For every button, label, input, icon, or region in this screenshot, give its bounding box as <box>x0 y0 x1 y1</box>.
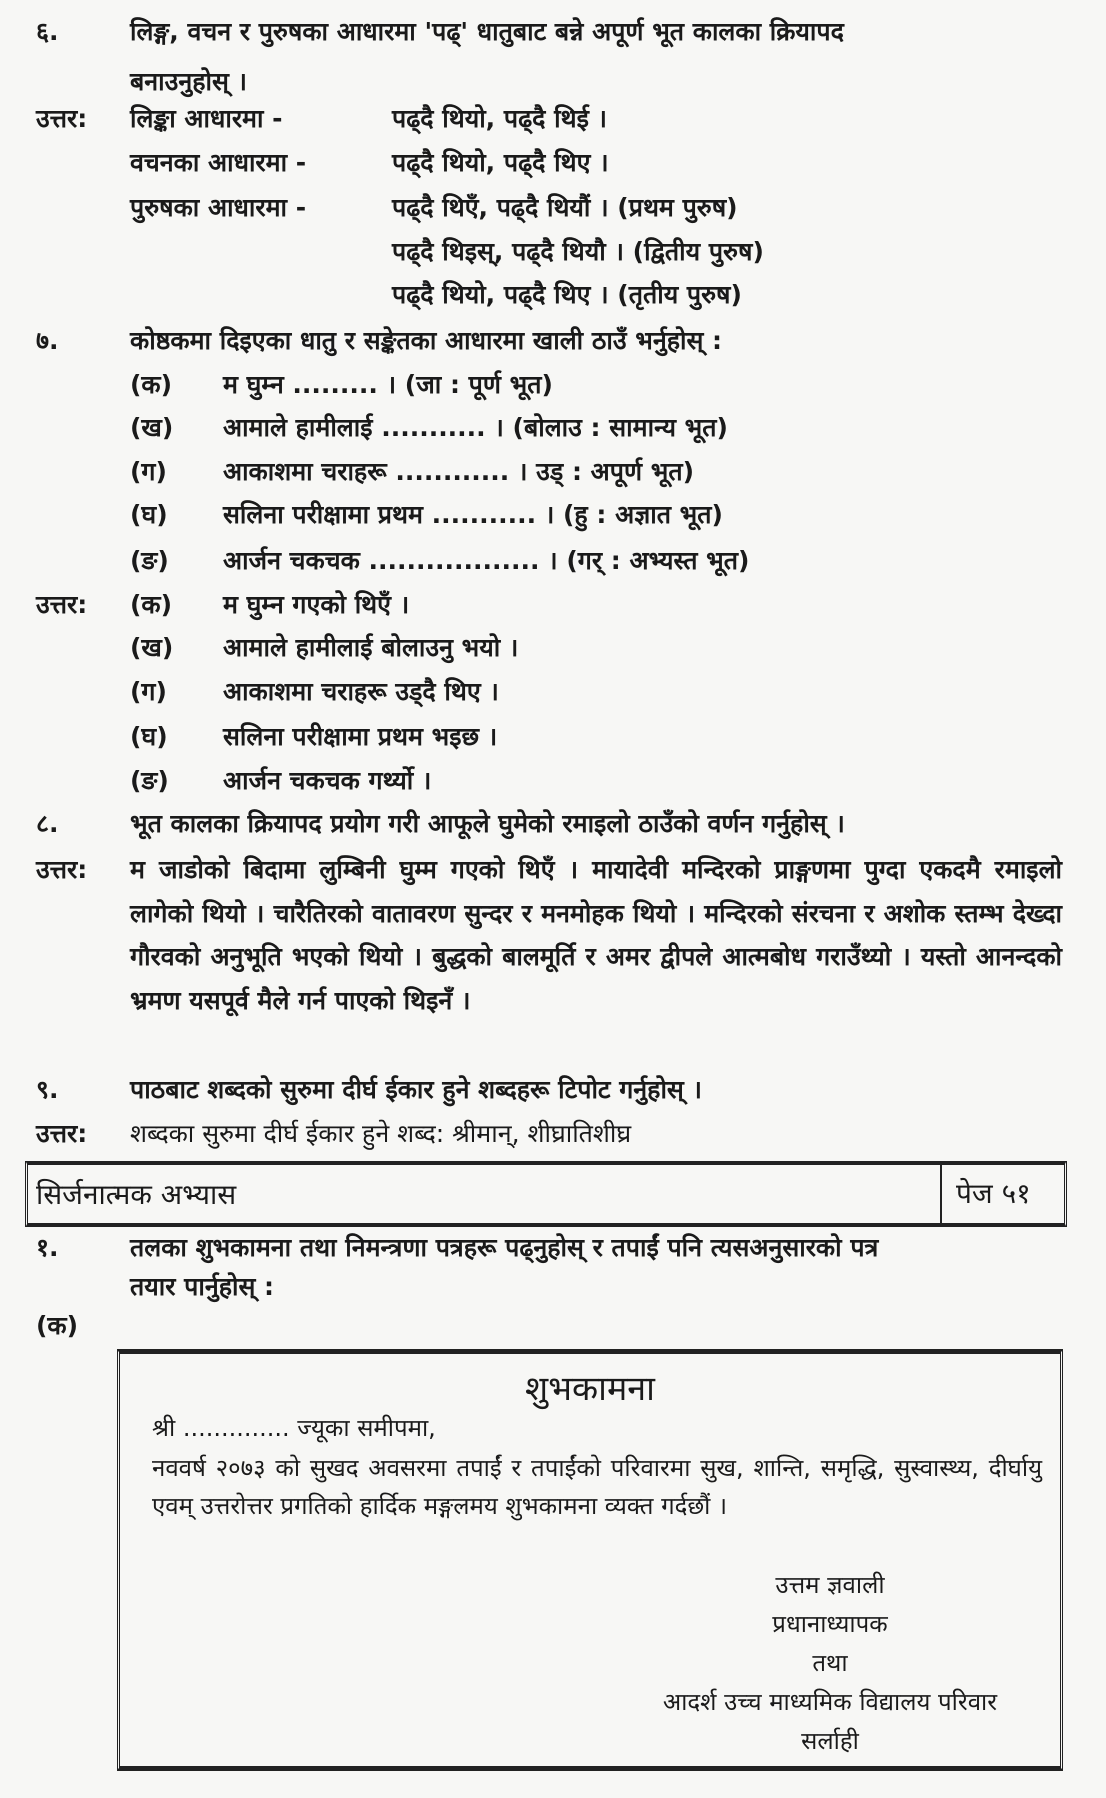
greeting-letter-box <box>117 1349 1063 1771</box>
q7-answer-mark: (घ) <box>130 722 168 751</box>
q8-question: भूत कालका क्रियापद प्रयोग गरी आफूले घुमेको रमाइलो ठाउँको वर्णन गर्नुहोस् । <box>130 809 845 838</box>
q7-item-mark: (ख) <box>130 413 174 442</box>
c1-question-cont: तयार पार्नुहोस् : <box>130 1272 275 1301</box>
q7-answer: आर्जन चकचक गर्थ्यो । <box>223 766 432 795</box>
q7-answer-mark: (ख) <box>130 633 174 662</box>
q6-answer-category: पुरुषका आधारमा - <box>130 193 307 222</box>
q8-number: ८. <box>36 809 59 838</box>
q7-question: कोष्ठकमा दिइएका धातु र सङ्केतका आधारमा खाली ठाउँ भर्नुहोस् : <box>130 326 723 355</box>
page-reference: पेज ५१ <box>940 1165 1064 1223</box>
q6-number: ६. <box>36 17 59 46</box>
q7-item-mark: (घ) <box>130 500 168 529</box>
signature-school: आदर्श उच्च माध्यमिक विद्यालय परिवार <box>662 1688 998 1716</box>
q9-answer-label: उत्तर: <box>36 1119 88 1148</box>
q7-item: म घुम्न ......... । (जा : पूर्ण भूत) <box>223 370 553 399</box>
q6-answer: पढ्दै थियो, पढ्दै थिए । (तृतीय पुरुष) <box>392 280 742 309</box>
q7-item-mark: (ङ) <box>130 546 169 575</box>
q6-answer: पढ्दै थियो, पढ्दै थिई । <box>392 104 608 133</box>
q6-answer: पढ्दै थियो, पढ्दै थिए । <box>392 148 609 177</box>
q6-answer-category: लिङ्का आधारमा - <box>130 104 283 133</box>
q9-answer: शब्दका सुरुमा दीर्घ ईकार हुने शब्द: श्रीमान्, शीघ्रातिशीघ्र <box>130 1119 632 1148</box>
q7-answer-label: उत्तर: <box>36 590 88 619</box>
q6-answer-category: वचनका आधारमा - <box>130 148 307 177</box>
q8-answer: म जाडोको बिदामा लुम्बिनी घुम्म गएको थिएँ । मायादेवी मन्दिरको प्राङ्गणमा पुग्दा एकदमै रमाइलो लागेको थियो । चारैतिरको वातावरण सुन्दर र मनमोहक थियो । मन्दिरको संरचना र अशोक स्तम्भ देख्दा गौरवको अनुभूति भएको थियो । बुद्धको बालमूर्ति र अमर द्वीपले आत्मबोध गराउँथ्यो । यस्तो आनन्दको भ्रमण यसपूर्व मैले गर्न पाएको थिइनँ । <box>130 855 1062 1015</box>
q7-answer: सलिना परीक्षामा प्रथम भइछ । <box>223 722 498 751</box>
q7-answer-mark: (ङ) <box>130 766 169 795</box>
signature-place: सर्लाही <box>801 1727 859 1755</box>
q7-item-mark: (क) <box>130 370 173 399</box>
q7-number: ७. <box>36 326 59 355</box>
q8-answer-label: उत्तर: <box>36 855 88 884</box>
q6-answer: पढ्दै थिइस्, पढ्दै थियौ । (द्वितीय पुरुष) <box>392 237 764 266</box>
q7-answer: आकाशमा चराहरू उड्दै थिए । <box>223 677 499 706</box>
q7-answer-mark: (क) <box>130 590 173 619</box>
signature-conjunction: तथा <box>812 1649 848 1677</box>
letter-title: शुभकामना <box>525 1369 655 1409</box>
q7-answer: आमाले हामीलाई बोलाउनु भयो । <box>223 633 519 662</box>
q7-item: सलिना परीक्षामा प्रथम ........... । (हु : अज्ञात भूत) <box>223 500 723 529</box>
q7-item: आमाले हामीलाई ........... । (बोलाउ : सामान्य भूत) <box>223 413 728 442</box>
q7-item: आर्जन चकचक .................. । (गर् : अभ्यस्त भूत) <box>223 546 750 575</box>
q6-question-cont: बनाउनुहोस् । <box>130 67 248 96</box>
q6-question: लिङ्ग, वचन र पुरुषका आधारमा 'पढ्' धातुबाट बन्ने अपूर्ण भूत कालका क्रियापद <box>130 17 844 46</box>
signature-title: प्रधानाध्यापक <box>772 1610 888 1638</box>
section-title: सिर्जनात्मक अभ्यास <box>36 1178 237 1211</box>
q6-answer-label: उत्तर: <box>36 104 88 133</box>
c1-sub-mark: (क) <box>36 1311 79 1340</box>
letter-signature <box>620 1566 1040 1761</box>
letter-salutation: श्री .............. ज्यूका समीपमा, <box>152 1414 436 1442</box>
q7-item: आकाशमा चराहरू ............ । उड् : अपूर्ण भूत) <box>223 457 694 486</box>
c1-question: तलका शुभकामना तथा निमन्त्रणा पत्रहरू पढ्नुहोस् र तपाईं पनि त्यसअनुसारको पत्र <box>130 1233 879 1262</box>
q7-item-mark: (ग) <box>130 457 167 486</box>
c1-number: १. <box>36 1233 59 1262</box>
section-header <box>25 1161 1067 1227</box>
q9-question: पाठबाट शब्दको सुरुमा दीर्घ ईकार हुने शब्दहरू टिपोट गर्नुहोस् । <box>130 1075 703 1104</box>
q7-answer-mark: (ग) <box>130 677 167 706</box>
letter-body: नववर्ष २०७३ को सुखद अवसरमा तपाईं र तपाईंको परिवारमा सुख, शान्ति, समृद्धि, सुस्वास्थ्य, दीर्घायु एवम् उत्तरोत्तर प्रगतिको हार्दिक मङ्गलमय शुभकामना व्यक्त गर्दछौं । <box>152 1454 1042 1520</box>
q9-number: ९. <box>36 1075 59 1104</box>
q7-answer: म घुम्न गएको थिएँ । <box>223 590 410 619</box>
q6-answer: पढ्दै थिएँ, पढ्दै थियौं । (प्रथम पुरुष) <box>392 193 738 222</box>
signature-name: उत्तम ज्ञवाली <box>775 1571 885 1599</box>
